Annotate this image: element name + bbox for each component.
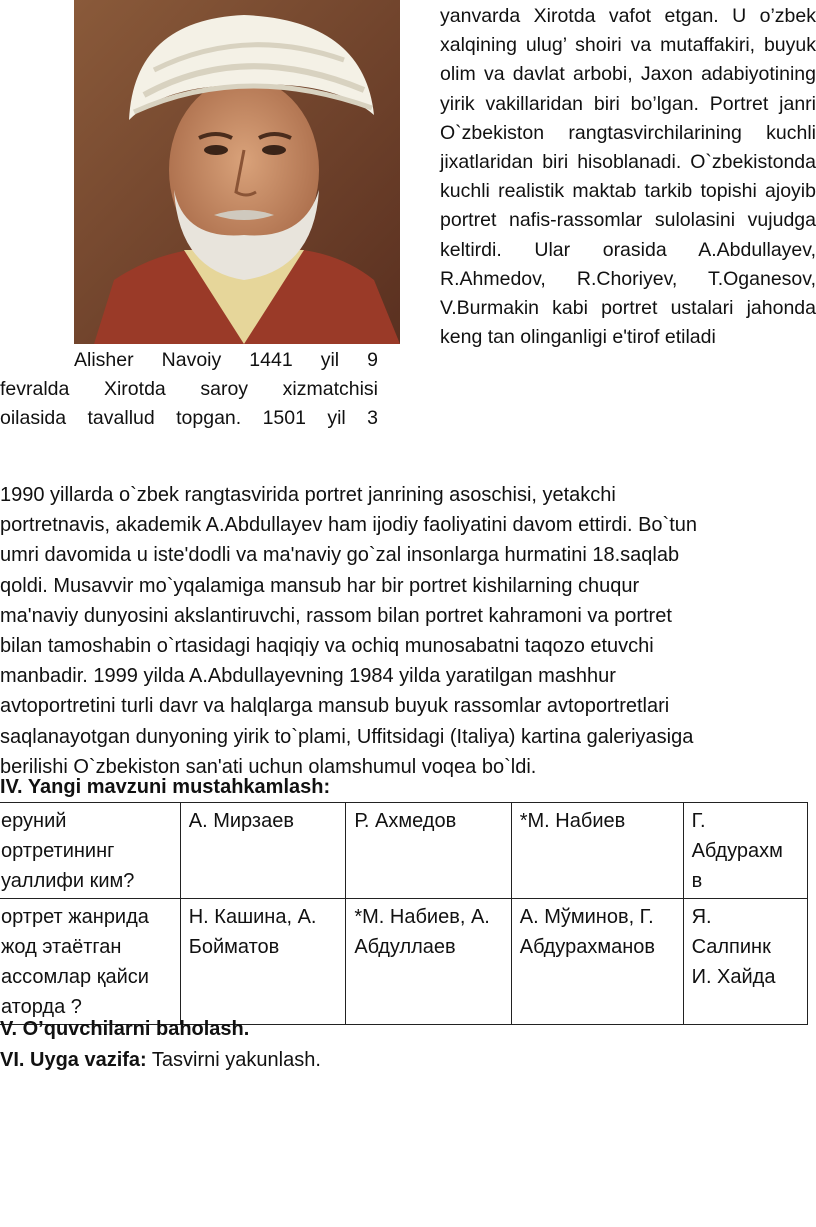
homework-label: VI. Uyga vazifa: bbox=[0, 1049, 147, 1071]
caption-line: fevralda Xirotda saroy xizmatchisi bbox=[0, 378, 378, 400]
table-cell bbox=[0, 803, 180, 899]
portrait-caption bbox=[0, 346, 378, 433]
section-heading-6 bbox=[0, 1049, 321, 1072]
paragraph-line: umri davomida u iste'dodli va ma'naviy go`zal insonlarga hurmatini 18.saqlab bbox=[0, 544, 680, 567]
question-text: еруний ортретининг уаллифи ким? bbox=[1, 810, 135, 892]
answer-option: Г. Абдурахм в bbox=[691, 810, 783, 892]
answer-option: А. Мўминов, Г. Абдурахманов bbox=[519, 906, 655, 958]
table-cell bbox=[346, 803, 511, 899]
homework-text: Tasvirni yakunlash. bbox=[146, 1049, 321, 1071]
answer-option: Р. Ахмедов bbox=[354, 810, 457, 832]
paragraph-line: berilishi O`zbekiston san'ati uchun olamshumul voqea bo`ldi. bbox=[0, 755, 537, 778]
table-row bbox=[0, 899, 808, 1025]
section-heading-4: IV. Yangi mavzuni mustahkamlash: bbox=[0, 776, 331, 798]
table-cell bbox=[511, 803, 683, 899]
answer-option: Н. Кашина, А. Бойматов bbox=[188, 906, 317, 958]
table-row bbox=[0, 803, 808, 899]
paragraph-line: saqlanayotgan dunyoning yirik to`plami, Uffitsidagi (Italiya) kartina galeriyasiga bbox=[0, 725, 694, 748]
caption-line: oilasida tavallud topgan. 1501 yil 3 bbox=[0, 407, 378, 429]
table-cell bbox=[683, 803, 807, 899]
paragraph-line: 1990 yillarda o`zbek rangtasvirida portret janrining asoschisi, yetakchi bbox=[0, 484, 616, 506]
paragraph-line: bilan tamoshabin o`rtasidagi haqiqiy va ochiq munosabatni taqozo etuvchi bbox=[0, 635, 654, 658]
quiz-table bbox=[0, 802, 808, 1025]
answer-option: *М. Набиев, А. Абдуллаев bbox=[354, 906, 490, 958]
paragraph-line: portretnavis, akademik A.Abdullayev ham ijodiy faoliyatini davom ettirdi. Bo`tun bbox=[0, 514, 698, 537]
table-cell bbox=[346, 899, 511, 1025]
paragraph-line: manbadir. 1999 yilda A.Abdullayevning 1984 yilda yaratilgan mashhur bbox=[0, 665, 616, 688]
table-cell bbox=[683, 899, 807, 1025]
paragraph-line: ma'naviy dunyosini akslantiruvchi, rassom bilan portret kahramoni va portret bbox=[0, 604, 672, 627]
table-cell bbox=[0, 899, 180, 1025]
caption-line: Alisher Navoiy 1441 yil 9 bbox=[74, 349, 378, 371]
main-paragraph bbox=[0, 480, 816, 782]
section-heading-5: V. O’quvchilarni baholash. bbox=[0, 1018, 250, 1040]
paragraph-line: avtoportretini turli davr va halqlarga mansub buyuk rassomlar avtoportretlari bbox=[0, 695, 670, 718]
answer-option: А. Мирзаев bbox=[188, 810, 294, 832]
portrait-image bbox=[74, 0, 400, 344]
paragraph-line: qoldi. Musavvir mo`yqalamiga mansub har bir portret kishilarning chuqur bbox=[0, 574, 640, 597]
table-cell bbox=[180, 899, 346, 1025]
answer-option: Я. Салпинк И. Хайда bbox=[691, 906, 776, 988]
table-cell bbox=[511, 899, 683, 1025]
question-text: ортрет жанрида жод этаётган ассомлар қайси аторда ? bbox=[1, 906, 149, 1018]
answer-option: *М. Набиев bbox=[519, 810, 626, 832]
table-cell bbox=[180, 803, 346, 899]
biography-paragraph: yanvarda Xirotda vafot etgan. U o’zbek xalqining ulug’ shoiri va mutaffakiri, buyuk olim va davlat arbobi, Jaxon adabiyotining yirik vakillaridan biri bo’lgan. Portret janri O`zbekiston rangtasvirchilarining kuchli jixatlaridan biri hisoblanadi. O`zbekistonda kuchli realistik maktab tarkib topishi ajoyib portret nafis-rassomlar sulolasini vujudga keltirdi. Ular orasida A.Abdullayev, R.Ahmedov, R.Choriyev, T.Oganesov, V.Burmakin kabi portret ustalari jahonda keng tan olinganligi e'tirof etiladi bbox=[440, 5, 816, 349]
biography-text-column bbox=[440, 2, 816, 352]
